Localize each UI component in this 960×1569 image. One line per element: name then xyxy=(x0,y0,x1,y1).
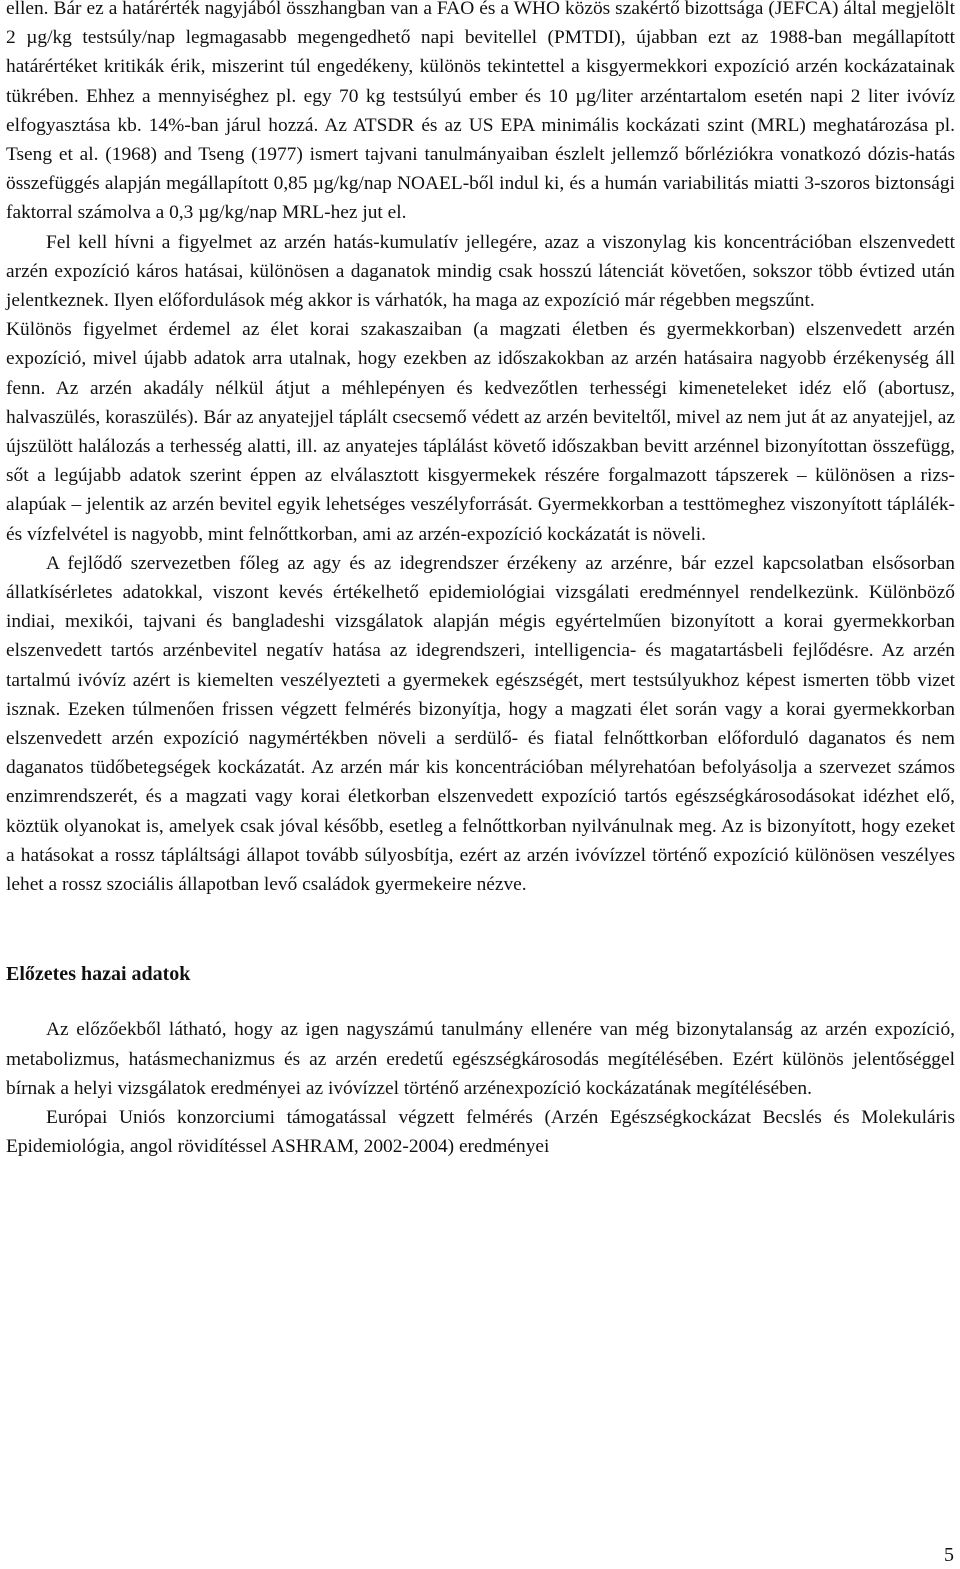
paragraph-cumulative-effect: Fel kell hívni a figyelmet az arzén hatás-kumulatív jellegére, azaz a viszonylag kis koncentrációban elszenvedett arzén expozíció káros hatásai, különösen a daganatok mindig csak hosszú látenciát követően, sokszor több évtized után jelentkeznek. Ilyen előfordulások még akkor is várhatók, ha maga az expozíció már régebben megszűnt. xyxy=(6,231,955,312)
document-page xyxy=(6,0,955,1161)
paragraph-local-studies: Az előzőekből látható, hogy az igen nagyszámú tanulmány ellenére van még bizonytalanság az arzén expozíció, metabolizmus, hatásmechanizmus és az arzén eredetű egészségkárosodás megítélésében. Ezért különös jelentőséggel bírnak a helyi vizsgálatok eredményei az ivóvízzel történő arzénexpozíció kockázatának megítélésében. xyxy=(6,1019,955,1099)
paragraph-nervous-system: A fejlődő szervezetben főleg az agy és az idegrendszer érzékeny az arzénre, bár ezzel kapcsolatban elsősorban állatkísérletes adatokkal, viszont kevés értékelhető epidemiológiai vizsgálati eredménnyel rendelkezünk. Különböző indiai, mexikói, tajvani és bangladeshi vizsgálatok alapján mégis egyértelműen bizonyított a korai gyermekkorban elszenvedett tartós arzénbevitel negatív hatása az idegrendszeri, intelligencia- és magatartásbeli fejlődésre. Az arzén tartalmú ivóvíz azért is kiemelten veszélyezteti a gyermekek egészségét, mert testsúlyukhoz képest ismerten több vizet isznak. Ezeken túlmenően frissen végzett felmérés bizonyítja, hogy a magzati élet során vagy a korai gyermekkorban elszenvedett arzén expozíció nagymértékben növeli a serdülő- és fiatal felnőttkorban előforduló daganatos és nem daganatos tüdőbetegségek kockázatát. Az arzén már kis koncentrációban mélyrehatóan befolyásolja a szervezet számos enzimrendszerét, és a magzati vagy korai életkorban elszenvedett expozíció tartós egészségkárosodásokat idézhet elő, köztük olyanokat is, amelyek csak jóval később, esetleg a felnőttkorban nyilvánulnak meg. Az is bizonyított, hogy ezeket a hatásokat a rossz tápláltsági állapot tovább súlyosbítja, ezért az arzén ivóvízzel történő expozíció különösen veszélyes lehet a rossz szociális állapotban levő családok gyermekeire nézve. xyxy=(6,552,955,896)
paragraph-ashram-survey: Európai Uniós konzorciumi támogatással végzett felmérés (Arzén Egészségkockázat Becslés és Molekuláris Epidemiológia, angol rövidítéssel ASHRAM, 2002-2004) eredményei xyxy=(6,1106,955,1158)
section-heading: Előzetes hazai adatok xyxy=(6,963,191,986)
page-number: 5 xyxy=(944,1544,954,1566)
paragraph-early-life-exposure: Különös figyelmet érdemel az élet korai szakaszaiban (a magzati életben és gyermekkorban) elszenvedett arzén expozíció, mivel újabb adatok arra utalnak, hogy ezekben az időszakokban az arzén hatásaira nagyobb érzékenység áll fenn. Az arzén akadály nélkül átjut a méhlepényen és kedvezőtlen terhességi kimeneteleket idéz elő (abortusz, halvaszülés, koraszülés). Bár az anyatejjel táplált csecsemő védett az arzén beviteltől, mivel az nem jut át az anyatejjel, az újszülött halálozás a terhesség alatti, ill. az anyatejes táplálást követő időszakban bevitt arzénnel bizonyítottan összefügg, sőt a legújabb adatok szerint éppen az elválasztott kisgyermekek részére forgalmazott tápszerek – különösen a rizs-alapúak – jelentik az arzén bevitel egyik lehetséges veszélyforrását. Gyermekkorban a testtömeghez viszonyított táplálék- és vízfelvétel is nagyobb, mint felnőttkorban, ami az arzén-expozíció kockázatát is növeli. xyxy=(6,319,955,545)
paragraph-jefca-limits: ellen. Bár ez a határérték nagyjából összhangban van a FAO és a WHO közös szakértő bizottsága (JEFCA) által megjelölt 2 µg/kg testsúly/nap legmagasabb megengedhető napi bevitellel (PMTDI), újabban ezt az 1988-ban megállapított határértéket kritikák érik, miszerint túl engedékeny, különös tekintettel a kisgyermekkori expozíció arzén kockázatainak tükrében. Ehhez a mennyiséghez pl. egy 70 kg testsúlyú ember és 10 µg/liter arzéntartalom esetén napi 2 liter ivóvíz elfogyasztása kb. 14%-ban járul hozzá. Az ATSDR és az US EPA minimális kockázati szint (MRL) meghatározása pl. Tseng et al. (1968) and Tseng (1977) ismert tajvani tanulmányaiban észlelt jellemző bőrléziókra vonatkozó dózis-hatás összefüggés alapján megállapított 0,85 µg/kg/nap NOAEL-ből indul ki, és a humán variabilitás miatti 3-szoros biztonsági faktorral számolva a 0,3 µg/kg/nap MRL-hez jut el. xyxy=(6,0,955,224)
